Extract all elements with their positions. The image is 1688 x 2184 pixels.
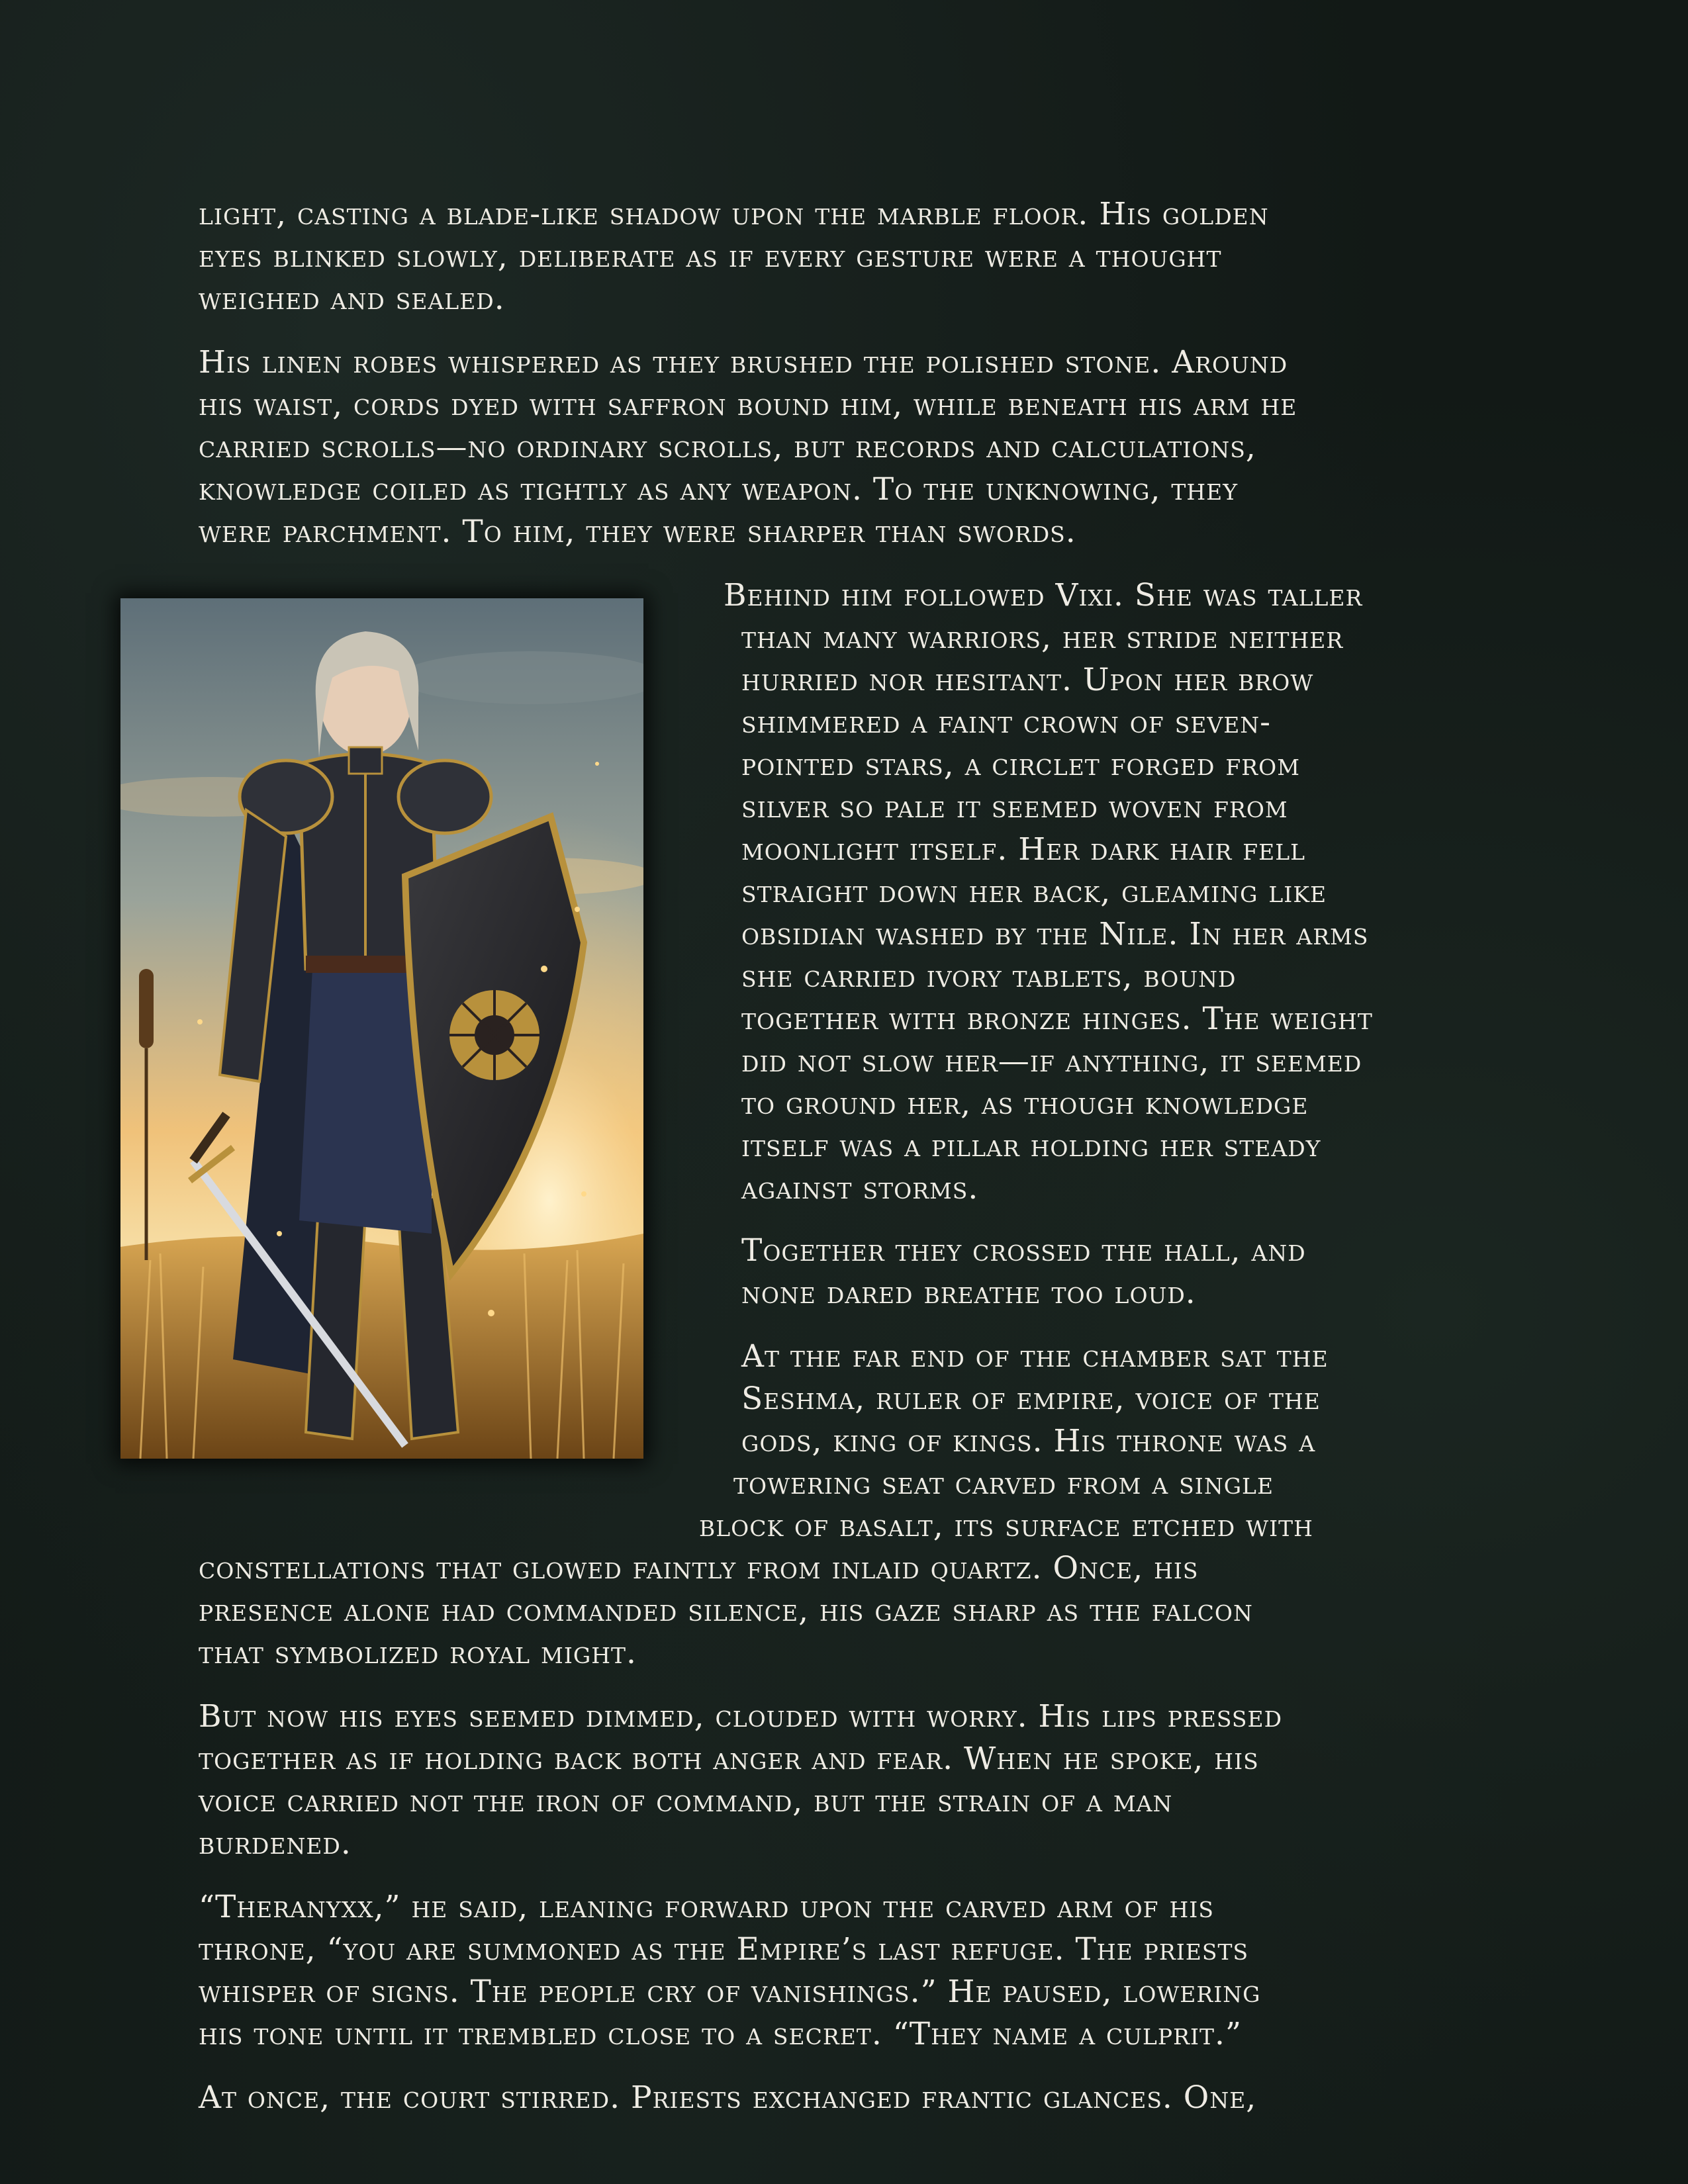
- text-line: that symbolized royal might.: [199, 1635, 637, 1671]
- text-line: pointed stars, a circlet forged from: [741, 747, 1300, 783]
- text-line: whisper of signs. The people cry of vanishings.” He paused, lowering: [199, 1974, 1261, 2010]
- text-line: did not slow her—if anything, it seemed: [741, 1043, 1362, 1079]
- text-line: silver so pale it seemed woven from: [741, 789, 1288, 825]
- text-line: presence alone had commanded silence, his gaze sharp as the falcon: [199, 1592, 1253, 1629]
- text-line: At the far end of the chamber sat the: [741, 1338, 1329, 1375]
- text-line: hurried nor hesitant. Upon her brow: [741, 662, 1314, 698]
- text-line: At once, the court stirred. Priests exchanged frantic glances. One,: [199, 2079, 1257, 2116]
- text-line: eyes blinked slowly, deliberate as if every gesture were a thought: [199, 238, 1222, 275]
- text-line: she carried ivory tablets, bound: [741, 958, 1237, 995]
- text-line: weighed and sealed.: [199, 281, 505, 317]
- text-line: shimmered a faint crown of seven-: [741, 704, 1272, 741]
- text-line: itself was a pillar holding her steady: [741, 1128, 1321, 1164]
- text-line: none dared breathe too loud.: [741, 1275, 1196, 1311]
- text-line: Behind him followed Vixi. She was taller: [724, 577, 1363, 614]
- text-line: burdened.: [199, 1825, 352, 1862]
- text-line: to ground her, as though knowledge: [741, 1085, 1309, 1122]
- text-line: block of basalt, its surface etched with: [699, 1508, 1313, 1544]
- text-line: carried scrolls—no ordinary scrolls, but records and calculations,: [199, 429, 1256, 465]
- text-line: straight down her back, gleaming like: [741, 874, 1327, 910]
- text-line: But now his eyes seemed dimmed, clouded with worry. His lips pressed: [199, 1698, 1283, 1735]
- text-line: His linen robes whispered as they brushed the polished stone. Around: [199, 344, 1288, 381]
- text-line: together with bronze hinges. The weight: [741, 1001, 1373, 1037]
- text-line: than many warriors, her stride neither: [741, 619, 1344, 656]
- text-line: moonlight itself. Her dark hair fell: [741, 831, 1306, 868]
- knight-illustration: [120, 598, 643, 1459]
- text-line: constellations that glowed faintly from inlaid quartz. Once, his: [199, 1550, 1199, 1586]
- text-line: throne, “you are summoned as the Empire’s last refuge. The priests: [199, 1931, 1249, 1968]
- text-line: his tone until it trembled close to a secret. “They name a culprit.”: [199, 2016, 1243, 2052]
- text-line: obsidian washed by the Nile. In her arms: [741, 916, 1369, 952]
- text-line: “Theranyxx,” he said, leaning forward upon the carved arm of his: [199, 1889, 1214, 1925]
- text-line: against storms.: [741, 1170, 979, 1206]
- text-line: light, casting a blade-like shadow upon the marble floor. His golden: [199, 196, 1269, 232]
- text-line: knowledge coiled as tightly as any weapon. To the unknowing, they: [199, 471, 1239, 508]
- text-line: together as if holding back both anger and fear. When he spoke, his: [199, 1741, 1259, 1777]
- text-line: were parchment. To him, they were sharper than swords.: [199, 514, 1076, 550]
- text-line: gods, king of kings. His throne was a: [741, 1423, 1316, 1459]
- text-line: Together they crossed the hall, and: [741, 1232, 1306, 1269]
- text-line: towering seat carved from a single: [733, 1465, 1274, 1502]
- text-line: Seshma, ruler of empire, voice of the: [741, 1381, 1321, 1417]
- text-line: his waist, cords dyed with saffron bound him, while beneath his arm he: [199, 387, 1297, 423]
- text-line: voice carried not the iron of command, but the strain of a man: [199, 1783, 1173, 1819]
